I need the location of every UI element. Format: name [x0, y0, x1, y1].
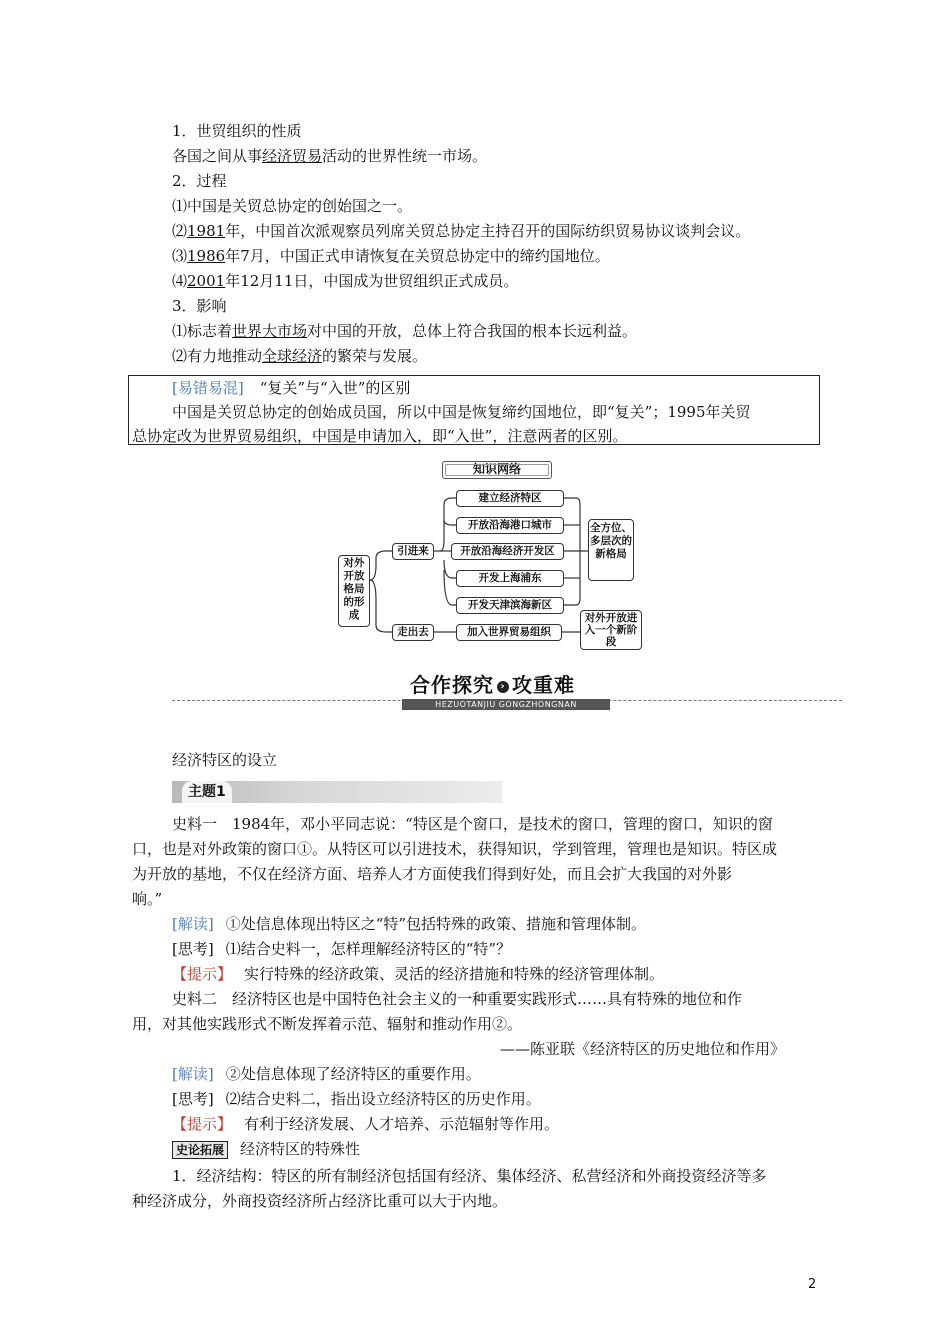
- process-item-3: [172, 246, 610, 266]
- question-1: [172, 939, 511, 959]
- underlined-text: 1981: [187, 222, 226, 240]
- result-new-stage: 对外开放进入一个新阶段: [580, 610, 642, 650]
- topic-label-bar: [172, 781, 502, 803]
- question-text: ⑴结合史料一，怎样理解经济特区的“特”？: [225, 940, 512, 958]
- text: ⑵有力地推动: [172, 347, 263, 365]
- item-coastal-economic-areas: 开放沿海经济开发区: [451, 543, 564, 560]
- item-special-economic-zones: 建立经济特区: [456, 490, 564, 507]
- heading-impact: 3．影响: [172, 297, 227, 315]
- topic-heading: 经济特区的设立: [172, 751, 278, 769]
- text: 年7月，中国正式申请恢复在关贸总协定中的缔约国地位。: [225, 247, 610, 265]
- process-item-4: [172, 271, 518, 291]
- text: 活动的世界性统一市场。: [322, 147, 488, 165]
- extension-title: 经济特区的特殊性: [240, 1140, 361, 1158]
- hint-tag: 【提示】: [172, 1115, 233, 1133]
- question-text: ⑵结合史料二，指出设立经济特区的历史作用。: [225, 1090, 541, 1108]
- page-number: 2: [808, 1277, 817, 1292]
- hint-2: [172, 1114, 559, 1134]
- text: 年12月11日，中国成为世贸组织正式成员。: [225, 272, 519, 290]
- paragraph-wto-nature: [172, 146, 487, 166]
- source2-line-1: 史料二 经济特区也是中国特色社会主义的一种重要实践形式……具有特殊的地位和作: [172, 990, 743, 1008]
- interpretation-tag: [解读]: [172, 1065, 214, 1083]
- text: ⑵: [172, 222, 188, 240]
- process-item-2: [172, 221, 750, 241]
- question-2: [172, 1089, 541, 1109]
- text: 各国之间从事: [172, 147, 263, 165]
- extension-heading: [172, 1139, 360, 1159]
- text: ⑷: [172, 272, 188, 290]
- interpretation-1: [172, 914, 646, 934]
- question-tag: [思考]: [172, 1090, 214, 1108]
- branch-introduce: 引进来: [392, 543, 434, 560]
- impact-item-1: [172, 321, 637, 341]
- section-title-left: 合作探究: [410, 673, 494, 697]
- item-join-wto: 加入世界贸易组织: [456, 624, 562, 641]
- source1-line-1: 史料一 1984年，邓小平同志说：“特区是个窗口，是技术的窗口，管理的窗口，知识的窗: [172, 815, 773, 833]
- interpretation-text: ②处信息体现了经济特区的重要作用。: [225, 1065, 481, 1083]
- error-prone-line-2: 总协定改为世界贸易组织，中国是申请加入，即“入世”，注意两者的区别。: [132, 427, 628, 445]
- section-title: [410, 672, 575, 698]
- error-prone-line-1: 中国是关贸总协定的创始成员国，所以中国是恢复缔约国地位，即“复关”；1995年关贸: [172, 403, 751, 421]
- hint-text: 有利于经济发展、人才培养、示范辐射等作用。: [244, 1115, 560, 1133]
- heading-process: 2．过程: [172, 172, 227, 190]
- section-title-right: 攻重难: [512, 673, 575, 697]
- diagram-title: 知识网络: [442, 461, 552, 479]
- interpretation-tag: [解读]: [172, 915, 214, 933]
- text: 对中国的开放，总体上符合我国的根本长远利益。: [307, 322, 638, 340]
- underlined-text: 全球经济: [262, 347, 323, 365]
- text: 的繁荣与发展。: [322, 347, 428, 365]
- text: ⑶: [172, 247, 188, 265]
- item-shanghai-pudong: 开发上海浦东: [456, 570, 564, 587]
- diagram-root: 对外开放格局的形成: [338, 555, 370, 627]
- error-prone-tag: [易错易混]: [172, 379, 244, 397]
- item-tianjin-binhai: 开发天津滨海新区: [456, 597, 564, 614]
- source1-line-3: 为开放的基地，不仅在经济方面、培养人才方面使我们得到好处，而且会扩大我国的对外影: [132, 865, 733, 883]
- underlined-text: 1986: [187, 247, 226, 265]
- source2-line-2: 用，对其他实践形式不断发挥着示范、辐射和推动作用②。: [132, 1015, 523, 1033]
- section-subtitle: HEZUOTANJIU GONGZHONGNAN: [402, 699, 610, 710]
- error-prone-title: [172, 378, 410, 398]
- extension-line-2: 种经济成分，外商投资经济所占经济比重可以大于内地。: [132, 1192, 508, 1210]
- extension-line-1: 1．经济结构：特区的所有制经济包括国有经济、集体经济、私营经济和外商投资经济等多: [172, 1167, 767, 1185]
- hint-1: [172, 964, 664, 984]
- interpretation-2: [172, 1064, 481, 1084]
- hint-text: 实行特殊的经济政策、灵活的经济措施和特殊的经济管理体制。: [244, 965, 665, 983]
- underlined-text: 世界大市场: [232, 322, 308, 340]
- result-new-pattern: 全方位、多层次的新格局: [588, 519, 634, 581]
- arrow-icon: ›: [497, 681, 509, 693]
- branch-go-out: 走出去: [392, 624, 434, 641]
- process-item-1: ⑴中国是关贸总协定的创始国之一。: [172, 197, 413, 215]
- source2-citation: ——陈亚联《经济特区的历史地位和作用》: [500, 1040, 786, 1058]
- question-tag: [思考]: [172, 940, 214, 958]
- source1-line-2: 口，也是对外政策的窗口①。从特区可以引进技术，获得知识，学到管理，管理也是知识。特区成: [132, 840, 778, 858]
- underlined-text: 2001: [187, 272, 226, 290]
- interpretation-text: ①处信息体现出特区之“特”包括特殊的政策、措施和管理体制。: [225, 915, 647, 933]
- text: ⑴标志着: [172, 322, 233, 340]
- item-coastal-port-cities: 开放沿海港口城市: [456, 517, 564, 534]
- error-prone-heading: “复关”与“入世”的区别: [259, 379, 411, 397]
- underlined-text: 经济贸易: [262, 147, 323, 165]
- impact-item-2: [172, 346, 427, 366]
- topic-label: 主题1: [182, 781, 232, 803]
- text: 年，中国首次派观察员列席关贸总协定主持召开的国际纺织贸易协议谈判会议。: [225, 222, 751, 240]
- heading-wto-nature: 1．世贸组织的性质: [172, 122, 302, 140]
- extension-tag: 史论拓展: [172, 1141, 228, 1159]
- knowledge-network-diagram: [336, 460, 646, 655]
- section-banner: [172, 672, 842, 710]
- source1-line-4: 响。”: [132, 890, 163, 908]
- hint-tag: 【提示】: [172, 965, 233, 983]
